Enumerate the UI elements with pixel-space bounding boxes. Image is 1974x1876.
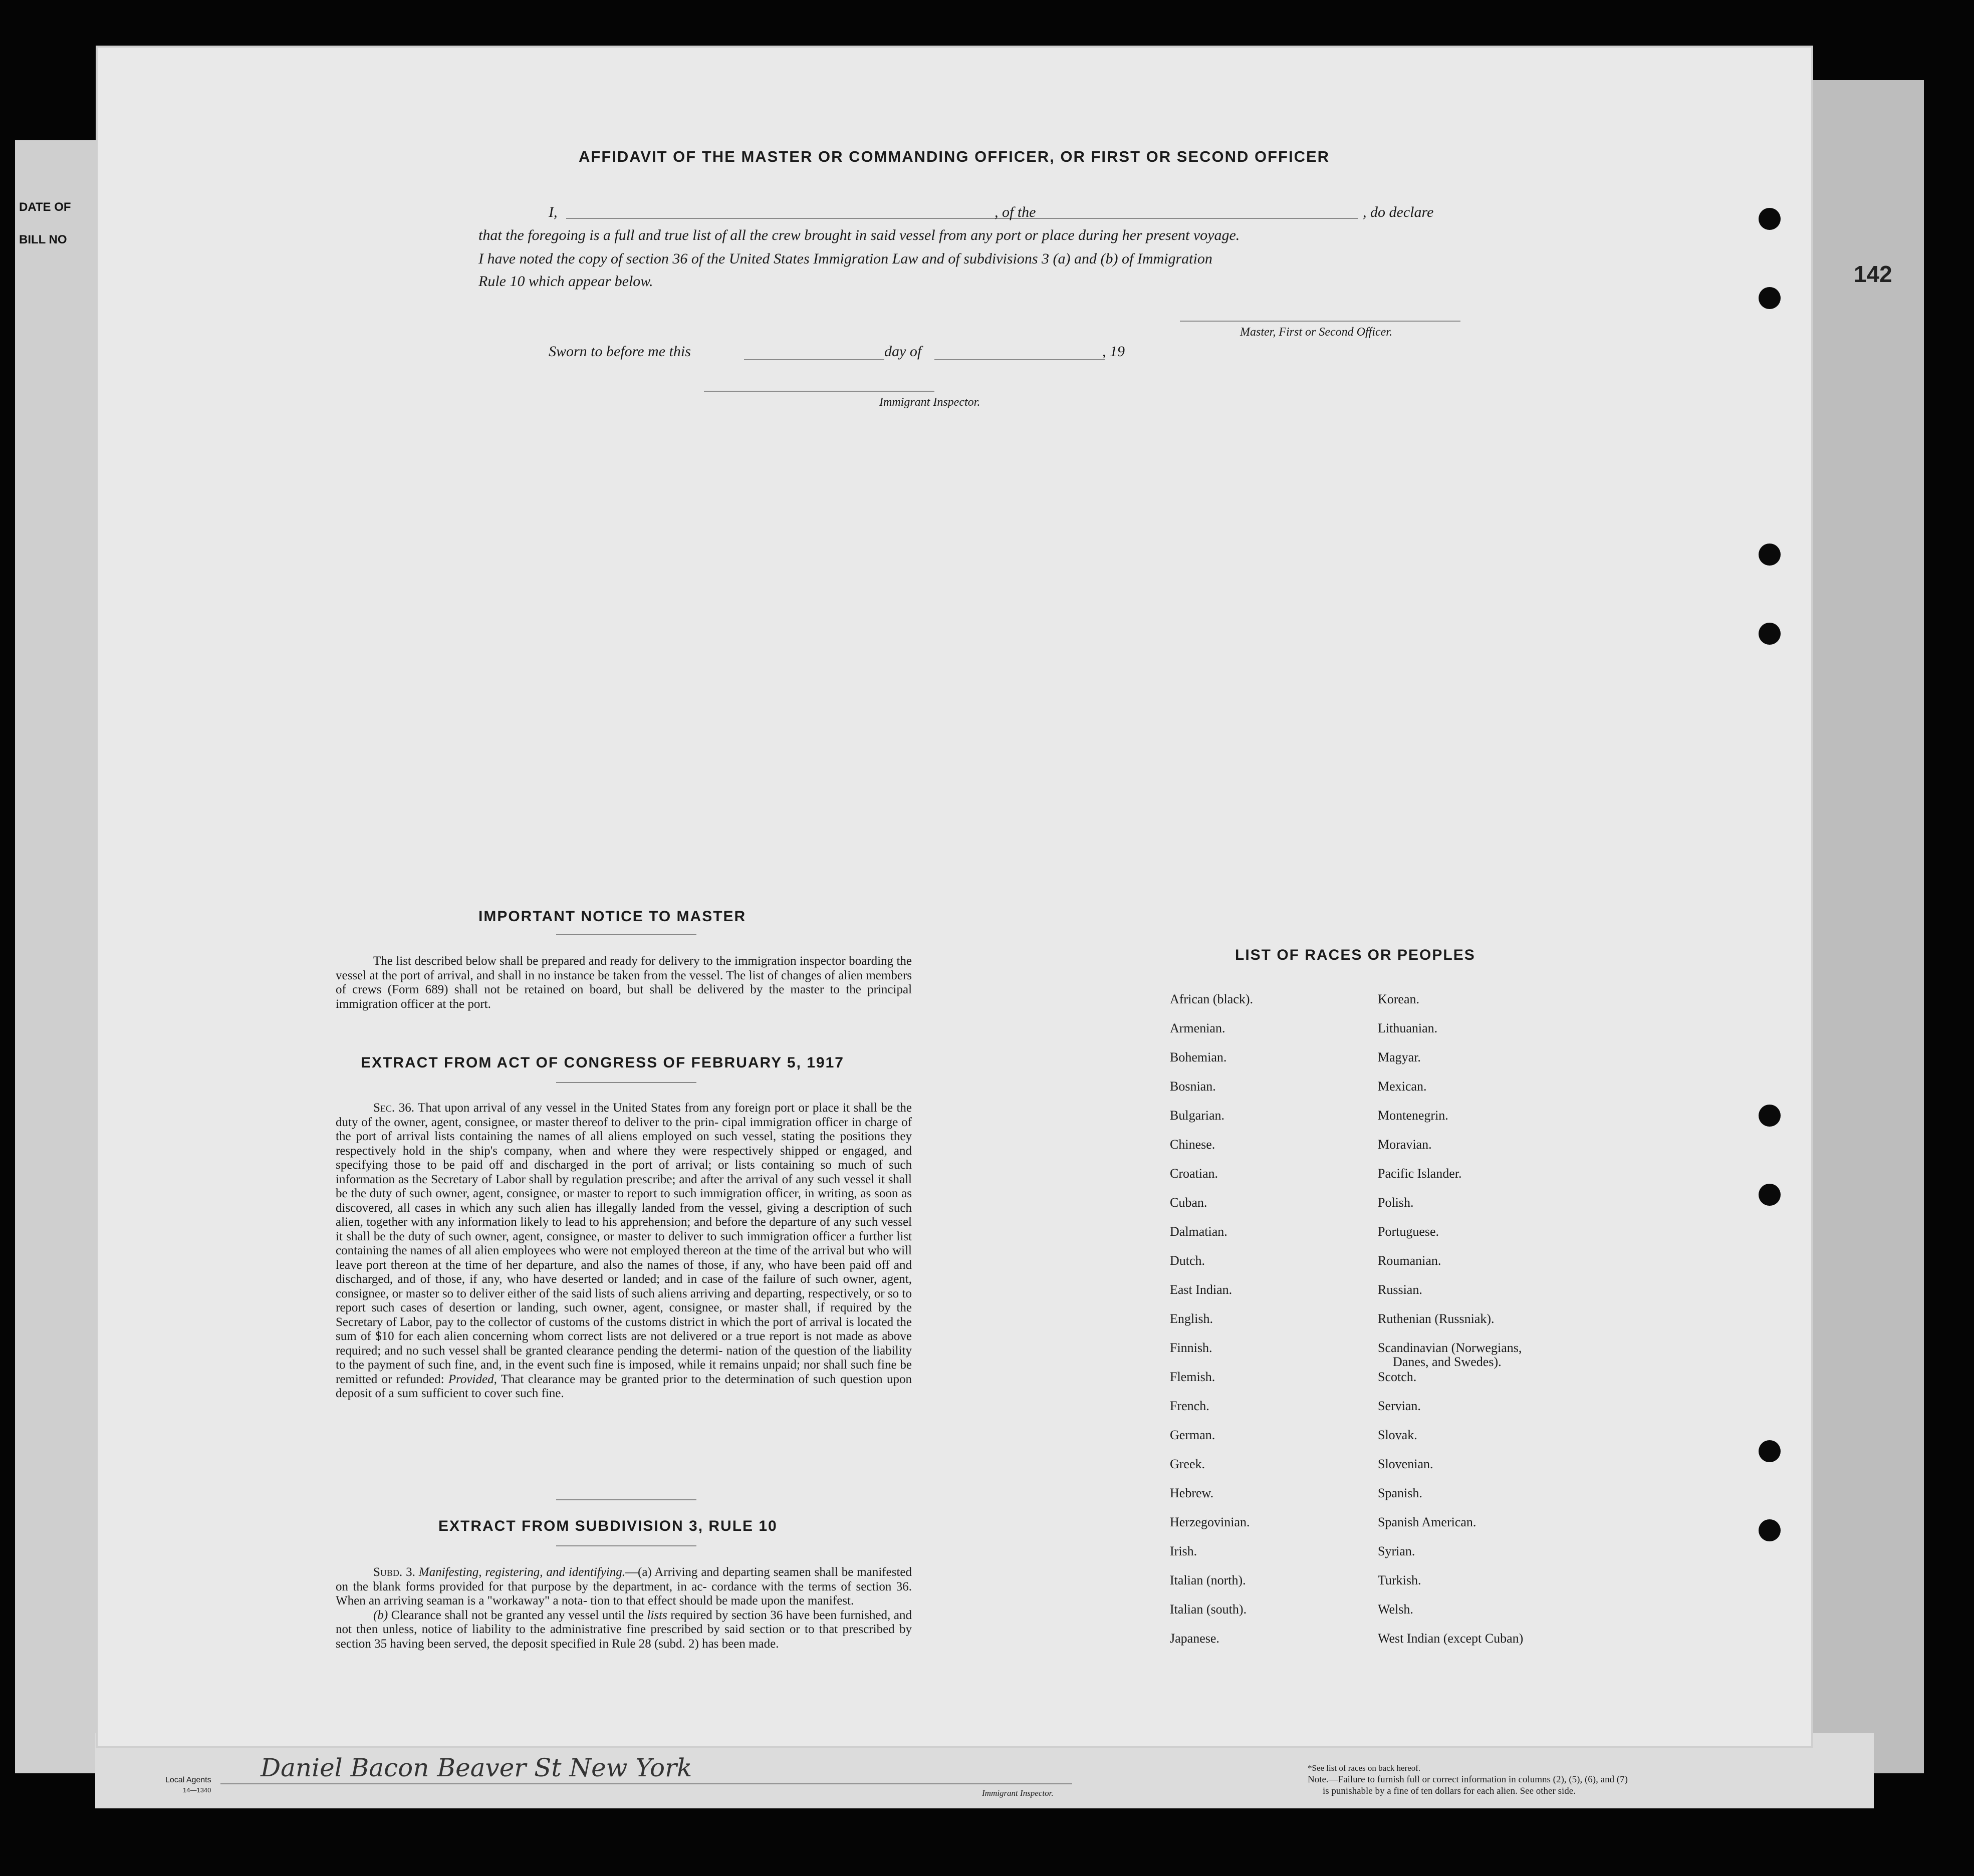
race-item: Welsh. bbox=[1378, 1602, 1413, 1617]
divider bbox=[556, 1545, 696, 1546]
inspector-label: Immigrant Inspector. bbox=[879, 396, 980, 409]
act-line: Secretary of Labor shall by regulation prescribe; and after the arrival of any such vessel it shall bbox=[431, 1172, 912, 1186]
act-line: of such aliens arriving and departing, respectively, or so to report such cases of desertion or bbox=[336, 1286, 912, 1314]
race-item: Scandinavian (Norwegians, bbox=[1378, 1341, 1522, 1355]
race-item: Mexican. bbox=[1378, 1079, 1427, 1094]
act-line: pay to the collector of customs of the customs district in which the port of arrival is located bbox=[435, 1315, 894, 1329]
rule-subdivision-title: Manifesting, registering, and identifying. bbox=[418, 1565, 625, 1579]
rule-line: in Rule 28 (subd. 2) has been made. bbox=[599, 1637, 779, 1651]
act-line: place it shall be the duty of the owner, agent, consignee, or master thereof to deliver to the prin- bbox=[336, 1101, 912, 1129]
race-item: Greek. bbox=[1170, 1457, 1205, 1471]
act-line: That bbox=[497, 1372, 524, 1386]
race-item: Flemish. bbox=[1170, 1370, 1215, 1384]
race-item: Polish. bbox=[1378, 1195, 1414, 1210]
race-item: East Indian. bbox=[1170, 1282, 1232, 1297]
race-item: Pacific Islander. bbox=[1378, 1166, 1462, 1181]
race-item: Syrian. bbox=[1378, 1544, 1415, 1558]
side-stub-date: DATE OF bbox=[19, 200, 71, 214]
race-item: Bosnian. bbox=[1170, 1079, 1216, 1094]
notice-heading: IMPORTANT NOTICE TO MASTER bbox=[478, 908, 747, 925]
race-item: Bulgarian. bbox=[1170, 1108, 1225, 1123]
master-signature-label: Master, First or Second Officer. bbox=[1240, 326, 1392, 339]
race-item: French. bbox=[1170, 1399, 1209, 1413]
race-item: Korean. bbox=[1378, 992, 1420, 1006]
footer-note-races: *See list of races on back hereof. bbox=[1308, 1763, 1421, 1773]
act-line: have been paid off and discharged, and of those, if any, who have deserted or landed; and in bbox=[336, 1258, 912, 1286]
race-item: Cuban. bbox=[1170, 1195, 1207, 1210]
act-line: employed on such vessel, stating the positions they respectively hold in the ship's company, bbox=[336, 1130, 912, 1158]
affidavit-line3: I have noted the copy of section 36 of the United States Immigration Law and of subdivisions 3 (a) and (b) of Immigration bbox=[478, 250, 1212, 267]
act-proviso: Provided, bbox=[448, 1372, 497, 1386]
race-item: West Indian (except Cuban) bbox=[1378, 1631, 1524, 1646]
act-line: when and where they were respectively shipped or engaged, and specifying those to be paid off bbox=[336, 1144, 912, 1172]
punch-hole bbox=[1759, 1519, 1781, 1541]
ledger-number: 142 bbox=[1854, 261, 1892, 287]
year-text: , 19 bbox=[1102, 343, 1125, 360]
race-item: Montenegrin. bbox=[1378, 1108, 1448, 1123]
act-line: be the duty of such owner, agent, consignee, or master to report to such immigration officer, bbox=[336, 1187, 802, 1200]
race-item: German. bbox=[1170, 1428, 1215, 1442]
race-item: Ruthenian (Russniak). bbox=[1378, 1311, 1495, 1326]
act-line: is imposed, while it remains unpaid; nor shall such fine be remitted or refunded: bbox=[336, 1358, 912, 1386]
form-number: 14—1340 bbox=[183, 1786, 211, 1794]
race-item: Roumanian. bbox=[1378, 1253, 1441, 1268]
punch-hole bbox=[1759, 208, 1781, 230]
act-line: landing, such owner, agent, consignee, or master shall, if required by the Secretary of Labor, bbox=[336, 1301, 912, 1329]
race-item: Slovenian. bbox=[1378, 1457, 1433, 1471]
sworn-month-field bbox=[934, 359, 1105, 360]
race-item: Danes, and Swedes). bbox=[1393, 1355, 1502, 1369]
act-line: agent, consignee, or master to deliver to such immigration officer a further list containing the bbox=[336, 1229, 912, 1257]
race-item: Servian. bbox=[1378, 1399, 1421, 1413]
act-line: That upon arrival of any vessel in the United States from any foreign port or bbox=[418, 1101, 809, 1115]
affidavit-heading: AFFIDAVIT OF THE MASTER OR COMMANDING OFFICER, OR FIRST OR SECOND OFFICER bbox=[579, 148, 1330, 165]
act-line: names of all alien employees who were not employed thereon at the time of the arrival but who bbox=[410, 1244, 889, 1257]
act-section-label: Sec. 36. bbox=[373, 1101, 414, 1115]
punch-hole bbox=[1759, 544, 1781, 566]
act-line: the sum of $10 for each alien concerning whom correct lists are not delivered or a true report bbox=[336, 1315, 912, 1343]
rule-lists-term: lists bbox=[647, 1608, 667, 1622]
race-item: Turkish. bbox=[1378, 1573, 1421, 1587]
act-heading: EXTRACT FROM ACT OF CONGRESS OF FEBRUARY 5, 1917 bbox=[361, 1054, 844, 1071]
race-item: Slovak. bbox=[1378, 1428, 1417, 1442]
notice-line: The list described below shall be prepared and ready for delivery to the immigration bbox=[373, 954, 797, 968]
race-item: Moravian. bbox=[1378, 1137, 1432, 1152]
race-item: Herzegovinian. bbox=[1170, 1515, 1250, 1529]
manifest-back-page bbox=[98, 48, 1811, 1746]
rule-line: cordance with the terms of section 36. When an arriving seaman is a "workaway" a nota- bbox=[336, 1579, 912, 1607]
race-item: Hebrew. bbox=[1170, 1486, 1214, 1500]
race-item: African (black). bbox=[1170, 992, 1254, 1006]
underlying-page-right bbox=[1794, 80, 1924, 1773]
act-body bbox=[336, 1101, 912, 1401]
rule-line: been furnished, and not then unless, notice of liability to the administrative fine prescribed bbox=[336, 1608, 912, 1636]
footer-note-fine: is punishable by a fine of ten dollars for each alien. See other side. bbox=[1323, 1786, 1576, 1796]
rule-body bbox=[336, 1565, 912, 1651]
divider bbox=[556, 934, 696, 935]
race-item: Portuguese. bbox=[1378, 1224, 1439, 1239]
act-line: cipal immigration officer in charge of the port of arrival lists containing the names of all aliens bbox=[336, 1115, 912, 1143]
race-item: Italian (north). bbox=[1170, 1573, 1246, 1587]
race-item: Spanish. bbox=[1378, 1486, 1422, 1500]
race-item: Scotch. bbox=[1378, 1370, 1417, 1384]
punch-hole bbox=[1759, 1105, 1781, 1127]
race-item: English. bbox=[1170, 1311, 1213, 1326]
race-item: Finnish. bbox=[1170, 1341, 1212, 1355]
divider bbox=[556, 1499, 696, 1500]
handwritten-agent-name: Daniel Bacon Beaver St New York bbox=[261, 1753, 692, 1782]
race-item: Croatian. bbox=[1170, 1166, 1218, 1181]
rule-line: —(a) Arriving and departing seamen bbox=[625, 1565, 811, 1579]
act-line: vessel, giving a description of such alien, together with any information likely to lead to his bbox=[336, 1201, 912, 1229]
notice-line: vessel. The list of changes of alien members of crews (Form 689) shall not be retained on board, bbox=[336, 968, 912, 996]
divider bbox=[556, 1082, 696, 1083]
sworn-day-field bbox=[744, 359, 884, 360]
act-line: case of the failure of such owner, agent, consignee, or master so to deliver either of the said lists bbox=[336, 1272, 912, 1300]
rule-line: Clearance shall not be granted any vessel until the bbox=[388, 1608, 647, 1622]
vessel-name-field bbox=[1057, 218, 1358, 219]
race-item: Dutch. bbox=[1170, 1253, 1205, 1268]
race-item: Dalmatian. bbox=[1170, 1224, 1227, 1239]
act-line: will leave port thereon at the time of her departure, and also the names of those, if any, who bbox=[336, 1244, 912, 1272]
local-agents-label: Local Agents bbox=[165, 1776, 211, 1784]
notice-line: but shall be delivered by the master to the principal immigration officer at the port. bbox=[336, 983, 912, 1011]
act-line: and discharged in the port of arrival; or lists containing so much of such information as the bbox=[336, 1158, 912, 1186]
inspector-signature-line bbox=[704, 391, 934, 392]
rule-line: shall be manifested on the blank forms provided for that purpose by the department, in ac- bbox=[336, 1565, 912, 1593]
master-signature-line bbox=[1180, 321, 1460, 322]
rule-heading: EXTRACT FROM SUBDIVISION 3, RULE 10 bbox=[438, 1518, 778, 1534]
race-item: Chinese. bbox=[1170, 1137, 1215, 1152]
race-item: Armenian. bbox=[1170, 1021, 1225, 1035]
race-item: Magyar. bbox=[1378, 1050, 1421, 1064]
rule-line: by said section or to that prescribed by section 35 having been served, the deposit specified bbox=[336, 1623, 912, 1651]
day-of-text: day of bbox=[884, 343, 922, 360]
punch-hole bbox=[1759, 623, 1781, 645]
side-stub-bill: BILL NO bbox=[19, 233, 67, 246]
footer-note-failure: Note.—Failure to furnish full or correct information in columns (2), (5), (6), and (7) bbox=[1308, 1774, 1628, 1785]
rule-subdivision-label: Subd. 3. bbox=[373, 1565, 415, 1579]
affidavit-i: I, bbox=[549, 204, 558, 220]
punch-hole bbox=[1759, 1184, 1781, 1206]
notice-line: inspector boarding the vessel at the port of arrival, and shall in no instance be taken from the bbox=[336, 954, 912, 982]
rule-line: tion to that effect should be made upon the manifest. bbox=[590, 1594, 854, 1607]
act-line: apprehension; and before the departure of any such vessel it shall be the duty of such owner, bbox=[336, 1215, 912, 1243]
sworn-text: Sworn to before me this bbox=[549, 343, 691, 360]
race-item: Japanese. bbox=[1170, 1631, 1219, 1646]
race-item: Spanish American. bbox=[1378, 1515, 1476, 1529]
race-item: Italian (south). bbox=[1170, 1602, 1247, 1617]
punch-hole bbox=[1759, 287, 1781, 309]
race-item: Russian. bbox=[1378, 1282, 1422, 1297]
punch-hole bbox=[1759, 1440, 1781, 1462]
act-line: nation of the question of the liability to the payment of such fine, and, in the event such fine bbox=[336, 1344, 912, 1372]
race-item: Lithuanian. bbox=[1378, 1021, 1438, 1035]
notice-body bbox=[336, 954, 912, 1011]
act-line: in writing, as soon as discovered, all cases in which any such alien has illegally landed from the bbox=[336, 1187, 912, 1215]
act-line: sufficient to cover such fine. bbox=[421, 1387, 564, 1400]
affidavit-of-the: , of the bbox=[995, 204, 1036, 220]
act-line: is not made as above required; and no such vessel shall be granted clearance pending the determi- bbox=[336, 1329, 912, 1358]
race-item: Bohemian. bbox=[1170, 1050, 1227, 1064]
act-line: clearance may be granted prior to the determination of such question upon deposit of a sum bbox=[336, 1372, 912, 1400]
race-item: Irish. bbox=[1170, 1544, 1197, 1558]
affidavit-line4: Rule 10 which appear below. bbox=[478, 273, 653, 290]
rule-line: required by section 36 have bbox=[667, 1608, 810, 1622]
affidavit-do-declare: , do declare bbox=[1363, 204, 1434, 220]
footer-inspector-label: Immigrant Inspector. bbox=[982, 1788, 1054, 1798]
rule-clause-b: (b) bbox=[373, 1608, 388, 1622]
affidavit-line2: that the foregoing is a full and true list of all the crew brought in said vessel from any port or place during her present voyage. bbox=[478, 227, 1240, 243]
races-heading: LIST OF RACES OR PEOPLES bbox=[1235, 947, 1475, 963]
